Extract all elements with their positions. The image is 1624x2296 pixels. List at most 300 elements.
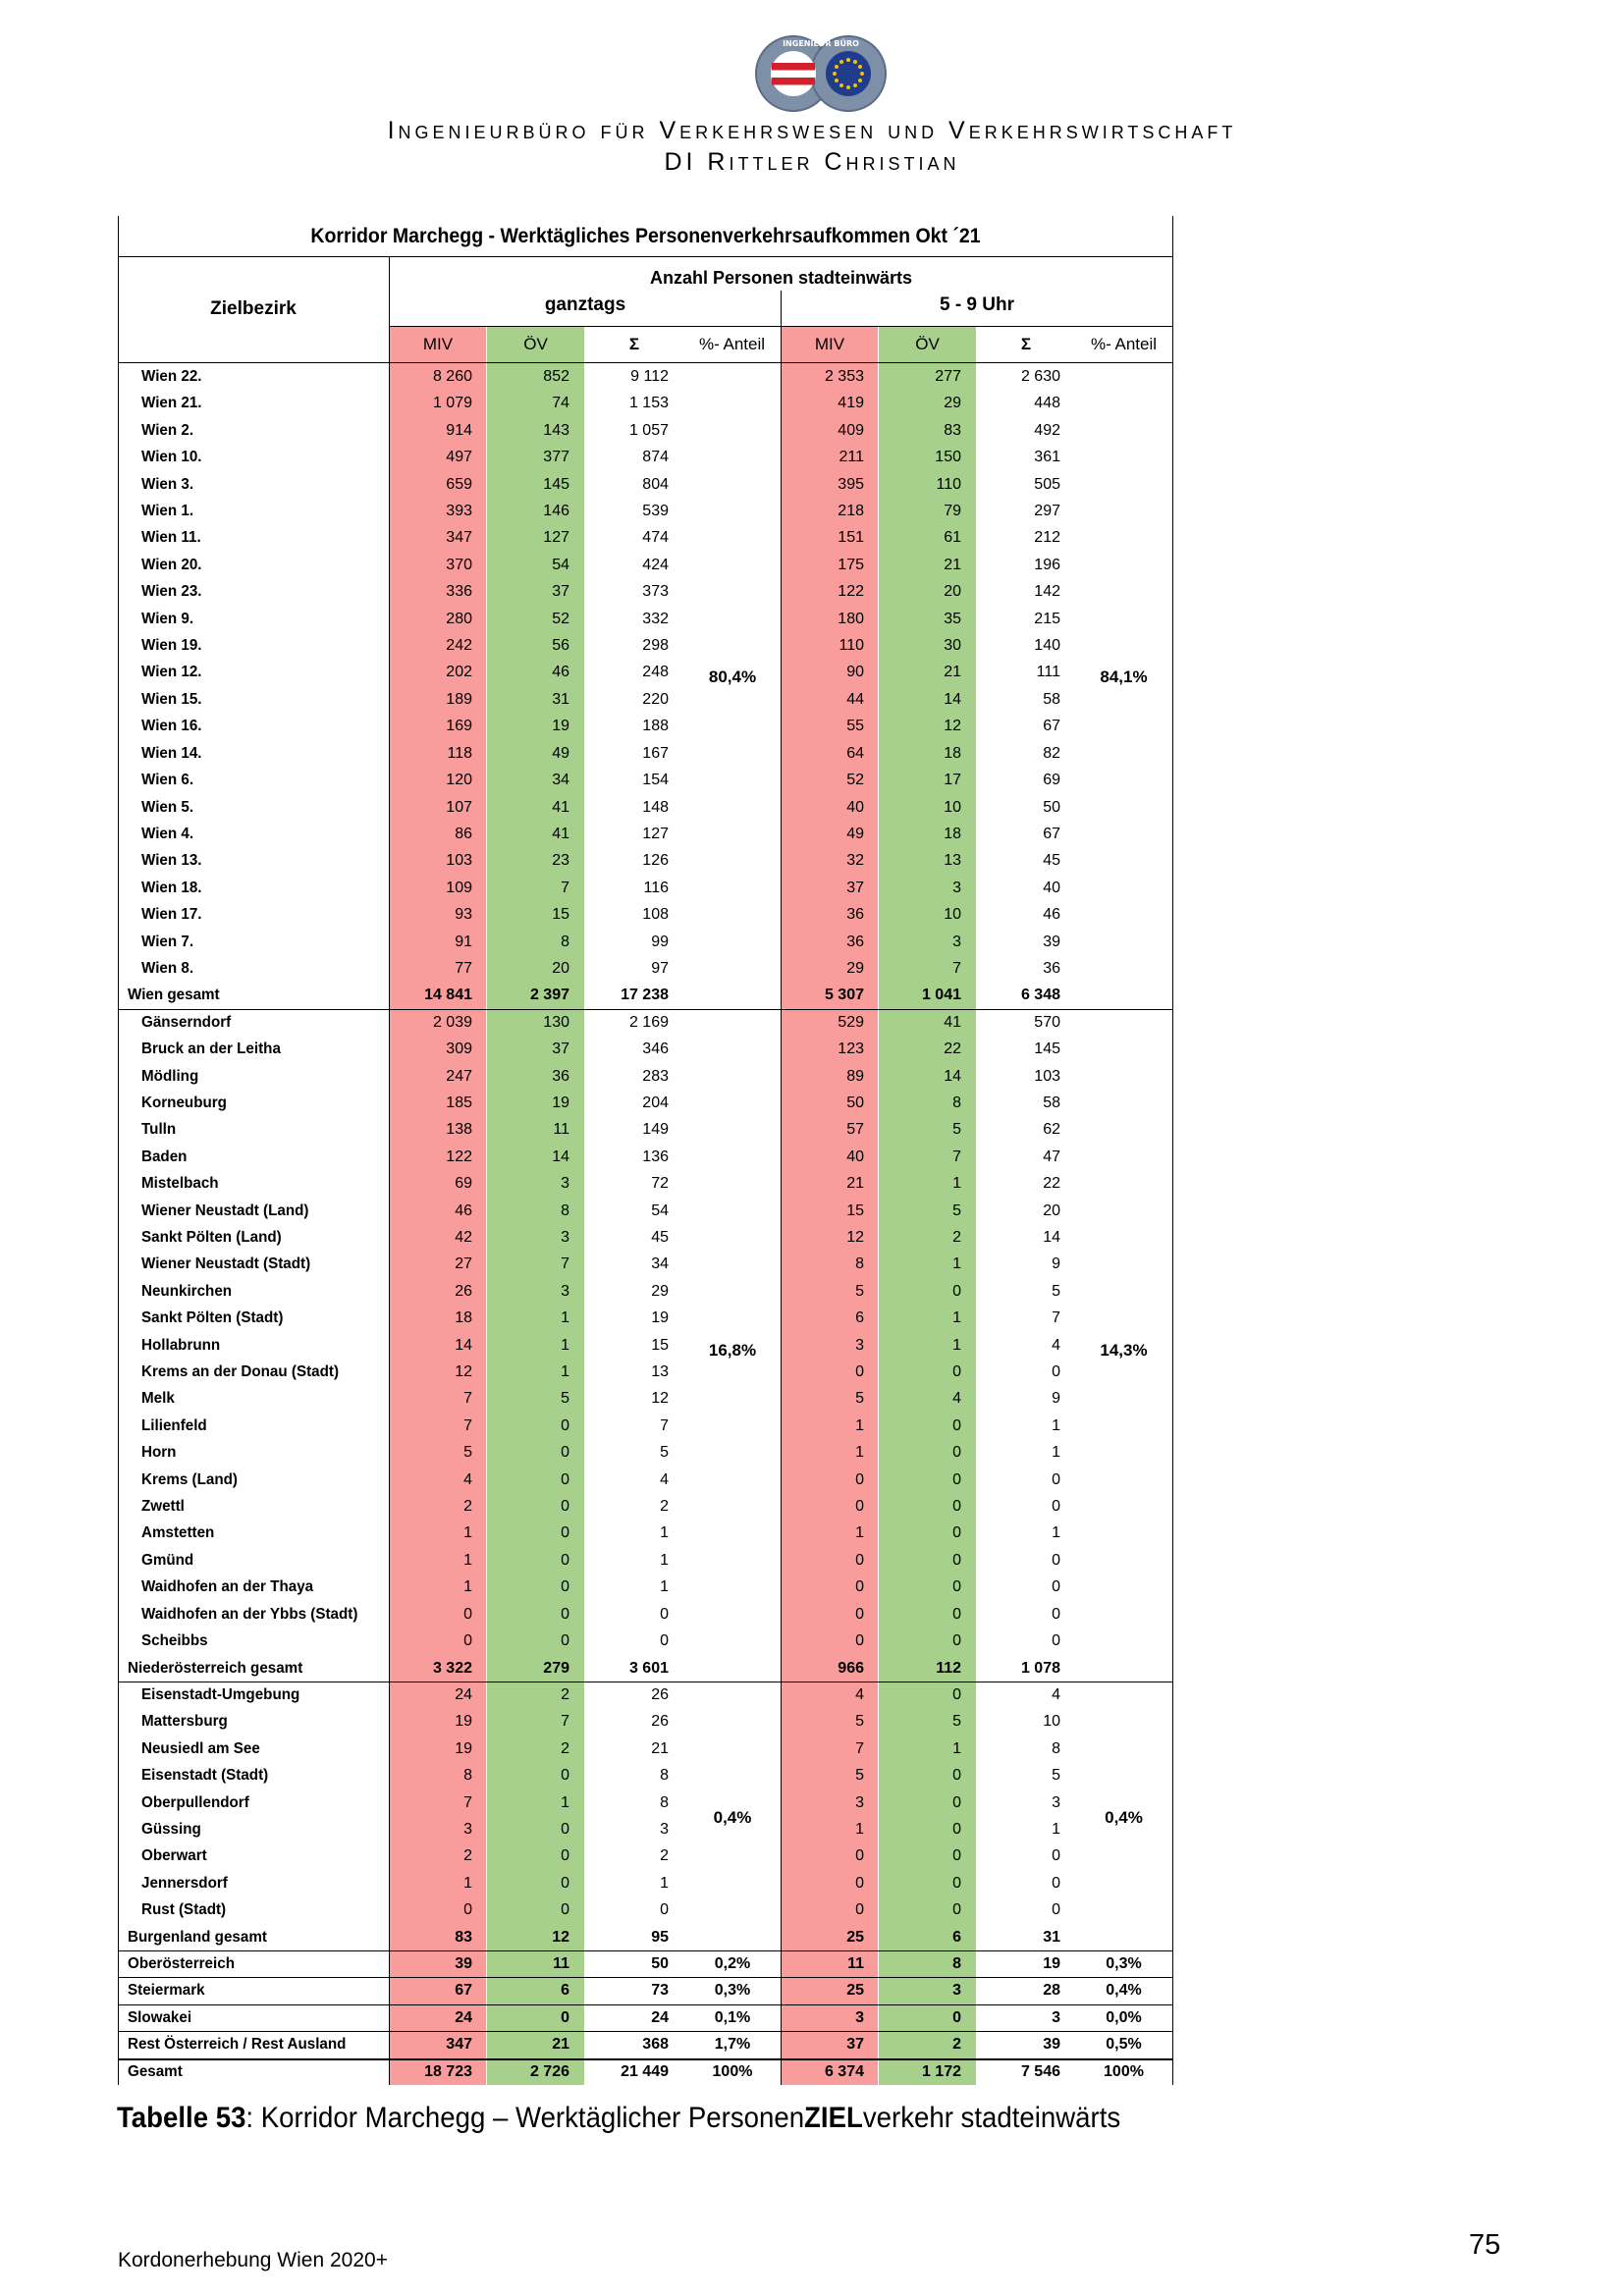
cell-value: 0	[561, 1498, 569, 1516]
cell-value: 2	[463, 1847, 472, 1865]
cell-value: 46	[455, 1201, 472, 1219]
cell-value: 0	[952, 1767, 961, 1785]
cell-value: 2	[660, 1498, 669, 1516]
cell-value: 248	[642, 664, 669, 681]
cell-value: 23	[552, 852, 569, 870]
cell-value: 409	[838, 421, 864, 439]
cell-value: 0	[952, 1578, 961, 1596]
cell-value: 2 726	[529, 2062, 569, 2080]
cell-value: 5	[463, 1444, 472, 1462]
row-label: Wien 2.	[141, 421, 194, 439]
cell-value: 0	[952, 1551, 961, 1569]
cell-value: 4	[1052, 1336, 1060, 1354]
cell-value: 212	[1034, 529, 1060, 547]
table-row	[118, 955, 1173, 982]
cell-value: 107	[446, 798, 472, 816]
cell-value: 19	[455, 1739, 472, 1757]
table-total-row	[118, 1655, 1173, 1682]
row-label: Wiener Neustadt (Stadt)	[141, 1255, 311, 1273]
cell-value: 0	[952, 1282, 961, 1300]
cell-value: 283	[642, 1067, 669, 1085]
cell-value: 189	[446, 690, 472, 708]
table-row	[118, 1144, 1173, 1170]
row-label: Gesamt	[128, 2062, 183, 2080]
cell-value: 3	[952, 1982, 961, 2000]
cell-value: 19	[651, 1309, 669, 1327]
cell-value: 1	[1052, 1524, 1060, 1542]
row-label: Wien 16.	[141, 718, 202, 735]
cell-value: 0	[561, 2008, 569, 2026]
cell-value: 34	[651, 1255, 669, 1273]
cell-value: 21	[846, 1175, 864, 1193]
rule	[118, 1009, 1173, 1010]
cell-value: 0	[855, 1632, 864, 1650]
row-label: Tulln	[141, 1121, 177, 1139]
cell-value: 1	[952, 1175, 961, 1193]
cell-value: 0	[952, 2008, 961, 2026]
table-row	[118, 1870, 1173, 1896]
cell-value: 215	[1034, 610, 1060, 627]
cell-value: 154	[642, 772, 669, 789]
table-row	[118, 1439, 1173, 1466]
cell-value: 15	[846, 1201, 864, 1219]
cell-value: 6	[855, 1309, 864, 1327]
cell-value: 1 079	[432, 395, 472, 412]
cell-value: 3	[561, 1282, 569, 1300]
cell-value: 18	[455, 1309, 472, 1327]
cell-value: 1	[952, 1739, 961, 1757]
cell-value: 297	[1034, 503, 1060, 520]
table-row	[118, 1682, 1173, 1708]
cell-share-peak: 0,5%	[1106, 2036, 1142, 2054]
cell-value: 103	[446, 852, 472, 870]
cell-value: 110	[936, 475, 961, 493]
cell-value: 0	[952, 1793, 961, 1811]
row-label: Mödling	[141, 1067, 199, 1085]
table-row	[118, 606, 1173, 632]
row-label: Neunkirchen	[141, 1282, 233, 1300]
group-5-9-header: 5 - 9 Uhr	[939, 294, 1015, 315]
rule	[118, 2031, 1173, 2032]
cell-value: 116	[643, 879, 669, 896]
cell-value: 0	[952, 1685, 961, 1703]
cell-value: 0	[1052, 1551, 1060, 1569]
cell-value: 0	[952, 1605, 961, 1623]
cell-value: 2	[952, 2036, 961, 2054]
cell-value: 204	[642, 1094, 669, 1111]
table-row	[118, 821, 1173, 847]
cell-value: 7	[463, 1416, 472, 1434]
cell-value: 3	[463, 1820, 472, 1838]
row-label: Güssing	[141, 1820, 201, 1838]
cell-value: 72	[651, 1175, 669, 1193]
cell-value: 448	[1034, 395, 1060, 412]
cell-value: 1	[660, 1551, 669, 1569]
cell-value: 46	[552, 664, 569, 681]
cell-value: 4	[855, 1685, 864, 1703]
cell-value: 0	[561, 1470, 569, 1488]
cell-value: 19	[1043, 1954, 1060, 1972]
cell-value: 1	[952, 1336, 961, 1354]
cell-value: 7	[952, 959, 961, 977]
cell-value: 41	[552, 825, 569, 842]
cell-value: 1 153	[628, 395, 669, 412]
cell-value: 1	[1052, 1416, 1060, 1434]
table-row	[118, 1574, 1173, 1600]
cell-value: 12	[552, 1928, 569, 1946]
cell-value: 0	[855, 1901, 864, 1919]
cell-value: 112	[936, 1659, 961, 1677]
cell-value: 298	[642, 637, 669, 655]
table-row	[118, 1493, 1173, 1520]
row-label: Wien 7.	[141, 933, 194, 950]
cell-value: 0	[855, 1874, 864, 1892]
cell-share: 1,7%	[714, 2036, 751, 2054]
table-row	[118, 1198, 1173, 1224]
cell-value: 242	[446, 637, 472, 655]
cell-value: 0	[660, 1605, 669, 1623]
cell-value: 130	[543, 1013, 569, 1031]
cell-value: 67	[1043, 825, 1060, 842]
row-label: Krems an der Donau (Stadt)	[141, 1363, 340, 1381]
cell-value: 7	[561, 1255, 569, 1273]
cell-value: 61	[944, 529, 961, 547]
table-row	[118, 1413, 1173, 1439]
cell-value: 50	[846, 1094, 864, 1111]
cell-value: 21	[944, 556, 961, 573]
cell-value: 9 112	[630, 368, 669, 385]
cell-value: 29	[846, 959, 864, 977]
cell-value: 21	[552, 2036, 569, 2054]
cell-value: 7	[660, 1416, 669, 1434]
cell-value: 5	[855, 1713, 864, 1731]
cell-value: 12	[846, 1229, 864, 1246]
cell-value: 25	[846, 1928, 864, 1946]
table-row	[118, 1170, 1173, 1197]
cell-value: 185	[446, 1094, 472, 1111]
cell-value: 110	[839, 637, 864, 655]
caption-text-end: verkehr stadteinwärts	[862, 2102, 1121, 2134]
cell-value: 34	[552, 772, 569, 789]
table-row	[118, 363, 1173, 390]
cell-value: 31	[1043, 1928, 1060, 1946]
noe-share-5-9: 14,3%	[1100, 1341, 1148, 1360]
table-row	[118, 1547, 1173, 1574]
table-total-row	[118, 2031, 1173, 2057]
cell-value: 196	[1034, 556, 1060, 573]
table-total-row	[118, 982, 1173, 1008]
cell-value: 0	[952, 1632, 961, 1650]
cell-value: 1 078	[1020, 1659, 1060, 1677]
cell-value: 50	[1043, 798, 1060, 816]
cell-value: 103	[1034, 1067, 1060, 1085]
wien-share-ganztags: 80,4%	[708, 667, 757, 686]
bgld-share-ganztags: 0,4%	[713, 1808, 752, 1827]
cell-value: 0	[1052, 1578, 1060, 1596]
cell-value: 474	[642, 529, 669, 547]
company-logo	[751, 33, 891, 114]
cell-value: 2 397	[529, 987, 569, 1004]
cell-value: 74	[552, 395, 569, 412]
cell-value: 39	[1043, 933, 1060, 950]
cell-value: 3	[855, 1793, 864, 1811]
row-label: Wien 8.	[141, 959, 194, 977]
table-row	[118, 1305, 1173, 1331]
rule	[118, 1977, 1173, 1978]
cell-value: 8 260	[432, 368, 472, 385]
cell-value: 54	[552, 556, 569, 573]
cell-value: 8	[952, 1094, 961, 1111]
page-number: 75	[1469, 2229, 1501, 2261]
row-label: Wien 11.	[141, 529, 201, 547]
cell-value: 89	[846, 1067, 864, 1085]
cell-value: 20	[1043, 1201, 1060, 1219]
cell-value: 35	[944, 610, 961, 627]
table-row	[118, 929, 1173, 955]
cell-value: 30	[944, 637, 961, 655]
cell-value: 377	[543, 449, 569, 466]
cell-share: 100%	[712, 2062, 753, 2080]
cell-value: 37	[552, 1041, 569, 1058]
cell-value: 370	[446, 556, 472, 573]
cell-value: 5	[855, 1282, 864, 1300]
cell-value: 6	[952, 1928, 961, 1946]
cell-value: 111	[1036, 664, 1060, 681]
cell-value: 361	[1034, 449, 1060, 466]
cell-value: 15	[651, 1336, 669, 1354]
cell-value: 0	[855, 1551, 864, 1569]
cell-value: 6	[561, 1982, 569, 2000]
table-row	[118, 1735, 1173, 1762]
cell-value: 11	[553, 1954, 569, 1972]
cell-value: 86	[455, 825, 472, 842]
cell-value: 37	[552, 583, 569, 601]
cell-value: 22	[1043, 1175, 1060, 1193]
cell-value: 29	[651, 1282, 669, 1300]
cell-value: 3	[660, 1820, 669, 1838]
cell-value: 36	[846, 906, 864, 924]
cell-value: 5	[1052, 1767, 1060, 1785]
cell-value: 7 546	[1020, 2062, 1060, 2080]
cell-value: 3	[855, 2008, 864, 2026]
cell-value: 49	[552, 744, 569, 762]
cell-value: 0	[1052, 1363, 1060, 1381]
table-row	[118, 1063, 1173, 1090]
cell-value: 1	[1052, 1444, 1060, 1462]
cell-value: 14 841	[424, 987, 472, 1004]
caption-text: : Korridor Marchegg – Werktäglicher Personen	[245, 2102, 805, 2134]
table-body	[118, 363, 1173, 2085]
cell-value: 36	[1043, 959, 1060, 977]
row-label: Sankt Pölten (Land)	[141, 1229, 282, 1246]
cell-value: 0	[1052, 1632, 1060, 1650]
table-row	[118, 1332, 1173, 1359]
cell-value: 0	[1052, 1470, 1060, 1488]
row-label: Wien 10.	[141, 449, 202, 466]
cell-value: 10	[944, 906, 961, 924]
footer-title: Kordonerhebung Wien 2020+	[118, 2249, 388, 2271]
cell-value: 17	[944, 772, 961, 789]
cell-value: 50	[651, 1954, 669, 1972]
cell-value: 3	[561, 1229, 569, 1246]
cell-value: 1	[855, 1444, 864, 1462]
row-label: Steiermark	[128, 1982, 205, 2000]
cell-value: 336	[446, 583, 472, 601]
svg-text:INGENIEUR BÜRO: INGENIEUR BÜRO	[783, 39, 859, 48]
cell-value: 149	[642, 1121, 669, 1139]
group-ganztags-header: ganztags	[544, 294, 626, 315]
cell-value: 126	[642, 852, 669, 870]
cell-value: 69	[455, 1175, 472, 1193]
cell-value: 0	[561, 1820, 569, 1838]
cell-value: 3	[1052, 2008, 1060, 2026]
cell-value: 2	[561, 1685, 569, 1703]
cell-value: 2	[660, 1847, 669, 1865]
cell-value: 146	[543, 503, 569, 520]
cell-value: 2	[952, 1229, 961, 1246]
cell-value: 145	[543, 475, 569, 493]
table-row	[118, 1520, 1173, 1546]
table-row	[118, 1896, 1173, 1923]
table-row	[118, 1762, 1173, 1789]
cell-value: 36	[552, 1067, 569, 1085]
cell-value: 29	[944, 395, 961, 412]
cell-value: 22	[944, 1041, 961, 1058]
cell-value: 419	[838, 395, 864, 412]
row-label: Hollabrunn	[141, 1336, 221, 1354]
cell-value: 11	[847, 1954, 864, 1972]
noe-share-ganztags: 16,8%	[708, 1341, 757, 1360]
cell-value: 82	[1043, 744, 1060, 762]
row-label: Oberösterreich	[128, 1954, 235, 1972]
col-ov-header-peak: ÖV	[879, 327, 976, 362]
cell-value: 332	[642, 610, 669, 627]
cell-value: 1	[855, 1524, 864, 1542]
cell-value: 5	[660, 1444, 669, 1462]
cell-value: 17 238	[621, 987, 669, 1004]
cell-share-peak: 100%	[1104, 2062, 1144, 2080]
cell-value: 4	[660, 1470, 669, 1488]
cell-value: 2 353	[824, 368, 864, 385]
row-label: Gmünd	[141, 1551, 194, 1569]
cell-value: 21 449	[621, 2062, 669, 2080]
row-label: Baden	[141, 1148, 188, 1165]
row-label: Wien 23.	[141, 583, 202, 601]
table-row	[118, 1116, 1173, 1143]
cell-value: 83	[455, 1928, 472, 1946]
cell-value: 492	[1034, 421, 1060, 439]
cell-value: 3	[952, 879, 961, 896]
cell-value: 5 307	[824, 987, 864, 1004]
row-label: Bruck an der Leitha	[141, 1041, 281, 1058]
row-label: Wien 20.	[141, 556, 202, 573]
cell-value: 167	[642, 744, 669, 762]
row-label: Waidhofen an der Thaya	[141, 1578, 314, 1596]
cell-value: 62	[1043, 1121, 1060, 1139]
table-row	[118, 1251, 1173, 1277]
row-label: Wien 19.	[141, 637, 202, 655]
cell-value: 202	[446, 664, 472, 681]
austria-flag-top	[772, 63, 815, 71]
row-label: Korneuburg	[141, 1094, 227, 1111]
table-row	[118, 875, 1173, 901]
cell-value: 0	[952, 1470, 961, 1488]
cell-value: 0	[561, 1901, 569, 1919]
row-label: Lilienfeld	[141, 1416, 207, 1434]
table-row	[118, 1385, 1173, 1412]
zielbezirk-header: Zielbezirk	[210, 298, 297, 319]
bgld-share-5-9: 0,4%	[1105, 1808, 1143, 1827]
cell-value: 143	[543, 421, 569, 439]
cell-value: 0	[952, 1444, 961, 1462]
cell-value: 20	[552, 959, 569, 977]
table-row	[118, 659, 1173, 685]
cell-value: 47	[1043, 1148, 1060, 1165]
table-row	[118, 1036, 1173, 1062]
cell-value: 18	[944, 825, 961, 842]
cell-value: 27	[455, 1255, 472, 1273]
cell-value: 145	[1034, 1041, 1060, 1058]
cell-value: 0	[952, 1524, 961, 1542]
cell-share-peak: 0,0%	[1106, 2008, 1142, 2026]
cell-value: 138	[446, 1121, 472, 1139]
cell-value: 5	[561, 1390, 569, 1408]
cell-value: 7	[561, 879, 569, 896]
cell-value: 12	[651, 1390, 669, 1408]
cell-value: 4	[952, 1390, 961, 1408]
cell-value: 49	[846, 825, 864, 842]
col-miv-header: MIV	[390, 327, 486, 362]
cell-value: 28	[1043, 1982, 1060, 2000]
cell-value: 2 039	[432, 1013, 472, 1031]
cell-value: 123	[838, 1041, 864, 1058]
row-label: Oberpullendorf	[141, 1793, 249, 1811]
cell-value: 966	[838, 1659, 864, 1677]
row-label: Wien 17.	[141, 906, 202, 924]
cell-value: 0	[1052, 1874, 1060, 1892]
cell-value: 5	[855, 1390, 864, 1408]
table-row	[118, 1090, 1173, 1116]
row-label: Niederösterreich gesamt	[128, 1659, 303, 1677]
austria-flag-bottom	[772, 78, 815, 85]
row-label: Wien 4.	[141, 825, 194, 842]
cell-value: 1	[660, 1578, 669, 1596]
table-caption	[117, 2099, 1120, 2138]
cell-value: 19	[455, 1713, 472, 1731]
table-row	[118, 1359, 1173, 1385]
cell-value: 570	[1034, 1013, 1060, 1031]
cell-value: 0	[561, 1767, 569, 1785]
cell-value: 26	[455, 1282, 472, 1300]
company-owner: DI Rittler Christian	[664, 148, 960, 176]
cell-value: 529	[838, 1013, 864, 1031]
cell-value: 24	[455, 2008, 472, 2026]
cell-value: 277	[935, 368, 961, 385]
row-label: Wien 3.	[141, 475, 194, 493]
row-label: Wiener Neustadt (Land)	[141, 1201, 309, 1219]
row-label: Horn	[141, 1444, 177, 1462]
table-row	[118, 1278, 1173, 1305]
cell-value: 7	[463, 1793, 472, 1811]
cell-value: 73	[651, 1982, 669, 2000]
row-label: Zwettl	[141, 1498, 185, 1516]
cell-value: 5	[952, 1201, 961, 1219]
cell-value: 0	[952, 1416, 961, 1434]
cell-value: 0	[952, 1363, 961, 1381]
cell-value: 45	[651, 1229, 669, 1246]
cell-value: 1	[855, 1416, 864, 1434]
cell-value: 3	[1052, 1793, 1060, 1811]
